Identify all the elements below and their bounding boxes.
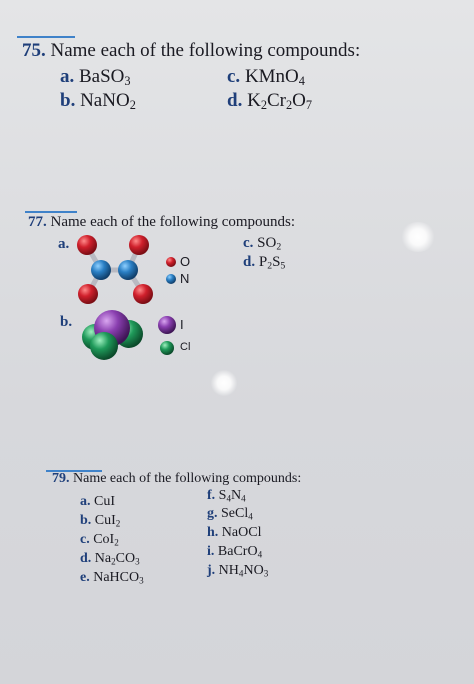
- problem-75-item-c: c. KMnO$_4$: [227, 66, 305, 89]
- problem-79-number: 79.: [52, 471, 70, 486]
- nitrogen-atom: [118, 260, 138, 280]
- molecule-model-b: [82, 310, 143, 360]
- problem-75-rule: [17, 36, 75, 38]
- legend-nitrogen-swatch: [166, 274, 176, 284]
- legend-nitrogen-label: N: [180, 271, 190, 286]
- oxygen-atom: [78, 284, 98, 304]
- problem-77-rule: [25, 211, 77, 213]
- problem-77-label-b: b.: [60, 314, 73, 330]
- problem-75-item-b: b. NaNO$_2$: [60, 90, 136, 113]
- problem-77-item-c: c. $SO_2$: [243, 235, 282, 253]
- nitrogen-atom: [91, 260, 111, 280]
- problem-79-item-d: d. $Na_2CO_3$: [80, 551, 140, 567]
- oxygen-atom: [133, 284, 153, 304]
- problem-77-label-a: a.: [58, 236, 70, 252]
- problem-79-item-a: a. CuI: [80, 494, 115, 509]
- problem-79-item-e: e. NaHCO$_3$: [80, 570, 144, 586]
- problem-77-number: 77.: [28, 214, 47, 230]
- problem-79-item-c: c. CoI$_2$: [80, 532, 119, 548]
- problem-79-item-h: h. NaOCl: [207, 525, 262, 540]
- problem-75-item-d: d. $K_2Cr_2O_7$: [227, 90, 313, 113]
- light-glare: [400, 222, 436, 252]
- problem-79-item-g: g. SeCl$_4$: [207, 506, 253, 522]
- problem-79-item-f: f. $S_4N_4$: [207, 488, 246, 504]
- legend-iodine-label: I: [180, 317, 184, 332]
- problem-77-heading: [28, 214, 295, 231]
- problem-77-item-d: d. $P_2S_5$: [243, 254, 286, 272]
- problem-75-number: 75.: [22, 40, 46, 61]
- legend-oxygen-label: O: [180, 254, 191, 269]
- n2o4-bonds: [87, 246, 143, 294]
- oxygen-atom: [77, 235, 97, 255]
- light-glare: [210, 370, 238, 396]
- oxygen-atom: [129, 235, 149, 255]
- legend-chlorine-label: Cl: [180, 341, 191, 353]
- problem-79-item-i: i. BaCrO$_4$: [207, 544, 263, 560]
- legend-iodine-swatch: [158, 316, 176, 334]
- legend-chlorine-swatch: [160, 341, 174, 355]
- problem-75-prompt: Name each of the following compounds:: [50, 40, 361, 61]
- problem-77-prompt: Name each of the following compounds:: [50, 214, 296, 230]
- problem-75-item-a: a. BaSO$_3$: [60, 66, 131, 89]
- problem-79-heading: [52, 471, 301, 487]
- problem-75-heading: [22, 40, 360, 62]
- legend-oxygen-swatch: [166, 257, 176, 267]
- problem-79-prompt: Name each of the following compounds:: [73, 471, 302, 486]
- problem-79-item-j: j. $NH_4NO_3$: [207, 563, 269, 579]
- problem-79-item-b: b. CuI$_2$: [80, 513, 121, 529]
